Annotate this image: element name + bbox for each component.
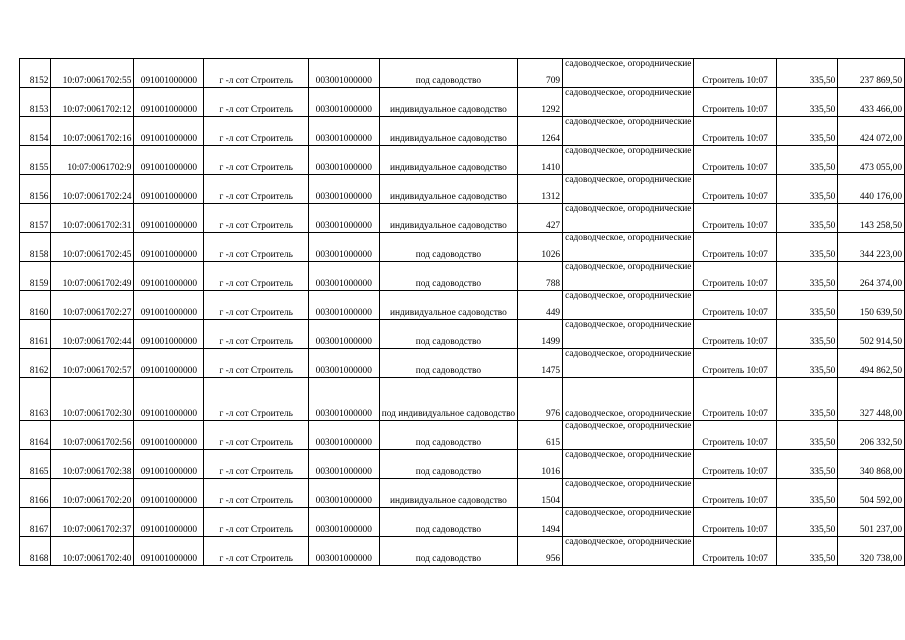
permitted-use-cell: индивидуальное садоводство [379,117,517,146]
area-cell: 1475 [518,349,563,378]
oktmo-code-cell: 003001000000 [308,421,379,450]
cadastral-value-cell: 150 639,50 [838,291,905,320]
location-cell: г -л сот Строитель [204,421,308,450]
location-cell: г -л сот Строитель [204,204,308,233]
row-number-cell: 8159 [20,262,51,291]
permitted-use-cell: под садоводство [379,421,517,450]
rate-cell: 335,50 [776,233,838,262]
category-cell: садоводческое, огороднические [563,233,694,262]
category-cell: садоводческое, огороднические [563,175,694,204]
cadastral-number-cell: 10:07:0061702:31 [51,204,134,233]
okato-code-cell: 091001000000 [134,59,204,88]
oktmo-code-cell: 003001000000 [308,349,379,378]
okato-code-cell: 091001000000 [134,479,204,508]
oktmo-code-cell: 003001000000 [308,508,379,537]
area-cell: 956 [518,537,563,566]
row-number-cell: 8168 [20,537,51,566]
okato-code-cell: 091001000000 [134,233,204,262]
rate-cell: 335,50 [776,479,838,508]
oktmo-code-cell: 003001000000 [308,146,379,175]
settlement-cell: Строитель 10:07 [694,349,776,378]
settlement-cell: Строитель 10:07 [694,175,776,204]
permitted-use-cell: индивидуальное садоводство [379,291,517,320]
rate-cell: 335,50 [776,88,838,117]
table-body [20,59,905,566]
rate-cell: 335,50 [776,146,838,175]
rate-cell: 335,50 [776,204,838,233]
row-number-cell: 8165 [20,450,51,479]
rate-cell: 335,50 [776,117,838,146]
row-number-cell: 8158 [20,233,51,262]
location-cell: г -л сот Строитель [204,320,308,349]
location-cell: г -л сот Строитель [204,146,308,175]
oktmo-code-cell: 003001000000 [308,175,379,204]
oktmo-code-cell: 003001000000 [308,88,379,117]
cadastral-number-cell: 10:07:0061702:44 [51,320,134,349]
okato-code-cell: 091001000000 [134,204,204,233]
location-cell: г -л сот Строитель [204,508,308,537]
cadastral-value-cell: 473 055,00 [838,146,905,175]
rate-cell: 335,50 [776,320,838,349]
settlement-cell: Строитель 10:07 [694,479,776,508]
settlement-cell: Строитель 10:07 [694,291,776,320]
category-cell: садоводческое, огороднические [563,88,694,117]
cadastral-value-cell: 320 738,00 [838,537,905,566]
table-row [20,479,905,508]
row-number-cell: 8167 [20,508,51,537]
category-cell: садоводческое, огороднические [563,117,694,146]
table-row [20,59,905,88]
location-cell: г -л сот Строитель [204,262,308,291]
category-cell: садоводческое, огороднические [563,479,694,508]
area-cell: 976 [518,378,563,421]
rate-cell: 335,50 [776,291,838,320]
cadastral-value-cell: 502 914,50 [838,320,905,349]
okato-code-cell: 091001000000 [134,88,204,117]
location-cell: г -л сот Строитель [204,88,308,117]
table-row [20,508,905,537]
okato-code-cell: 091001000000 [134,262,204,291]
category-cell: садоводческое, огороднические [563,146,694,175]
table-row [20,146,905,175]
settlement-cell: Строитель 10:07 [694,59,776,88]
cadastral-number-cell: 10:07:0061702:37 [51,508,134,537]
cadastral-value-cell: 143 258,50 [838,204,905,233]
row-number-cell: 8160 [20,291,51,320]
document-page [19,58,905,566]
area-cell: 1292 [518,88,563,117]
okato-code-cell: 091001000000 [134,537,204,566]
permitted-use-cell: под садоводство [379,262,517,291]
permitted-use-cell: под садоводство [379,537,517,566]
area-cell: 788 [518,262,563,291]
settlement-cell: Строитель 10:07 [694,378,776,421]
okato-code-cell: 091001000000 [134,117,204,146]
settlement-cell: Строитель 10:07 [694,146,776,175]
cadastral-value-cell: 237 869,50 [838,59,905,88]
oktmo-code-cell: 003001000000 [308,378,379,421]
settlement-cell: Строитель 10:07 [694,117,776,146]
category-cell: садоводческое, огороднические [563,262,694,291]
rate-cell: 335,50 [776,421,838,450]
rate-cell: 335,50 [776,59,838,88]
rate-cell: 335,50 [776,262,838,291]
row-number-cell: 8157 [20,204,51,233]
location-cell: г -л сот Строитель [204,291,308,320]
oktmo-code-cell: 003001000000 [308,204,379,233]
permitted-use-cell: индивидуальное садоводство [379,204,517,233]
oktmo-code-cell: 003001000000 [308,262,379,291]
area-cell: 1312 [518,175,563,204]
permitted-use-cell: под садоводство [379,508,517,537]
cadastral-table [19,58,905,566]
category-cell: садоводческое, огороднические [563,421,694,450]
oktmo-code-cell: 003001000000 [308,233,379,262]
area-cell: 1016 [518,450,563,479]
table-row [20,117,905,146]
category-cell: садоводческое, огороднические [563,508,694,537]
permitted-use-cell: под садоводство [379,349,517,378]
oktmo-code-cell: 003001000000 [308,117,379,146]
oktmo-code-cell: 003001000000 [308,450,379,479]
permitted-use-cell: под садоводство [379,450,517,479]
table-row [20,233,905,262]
settlement-cell: Строитель 10:07 [694,88,776,117]
okato-code-cell: 091001000000 [134,291,204,320]
cadastral-number-cell: 10:07:0061702:55 [51,59,134,88]
row-number-cell: 8166 [20,479,51,508]
cadastral-number-cell: 10:07:0061702:20 [51,479,134,508]
rate-cell: 335,50 [776,349,838,378]
cadastral-value-cell: 440 176,00 [838,175,905,204]
location-cell: г -л сот Строитель [204,175,308,204]
okato-code-cell: 091001000000 [134,320,204,349]
rate-cell: 335,50 [776,537,838,566]
permitted-use-cell: индивидуальное садоводство [379,146,517,175]
okato-code-cell: 091001000000 [134,349,204,378]
permitted-use-cell: индивидуальное садоводство [379,175,517,204]
row-number-cell: 8156 [20,175,51,204]
row-number-cell: 8162 [20,349,51,378]
permitted-use-cell: под садоводство [379,320,517,349]
location-cell: г -л сот Строитель [204,537,308,566]
area-cell: 1499 [518,320,563,349]
table-row [20,262,905,291]
settlement-cell: Строитель 10:07 [694,233,776,262]
table-row [20,421,905,450]
permitted-use-cell: под садоводство [379,59,517,88]
location-cell: г -л сот Строитель [204,378,308,421]
table-row [20,450,905,479]
area-cell: 1264 [518,117,563,146]
table-row [20,537,905,566]
row-number-cell: 8163 [20,378,51,421]
table-row [20,204,905,233]
area-cell: 1504 [518,479,563,508]
cadastral-number-cell: 10:07:0061702:24 [51,175,134,204]
cadastral-number-cell: 10:07:0061702:9 [51,146,134,175]
category-cell: садоводческое, огороднические [563,378,694,421]
table-row [20,378,905,421]
permitted-use-cell: индивидуальное садоводство [379,479,517,508]
cadastral-number-cell: 10:07:0061702:30 [51,378,134,421]
cadastral-value-cell: 501 237,00 [838,508,905,537]
category-cell: садоводческое, огороднические [563,204,694,233]
cadastral-number-cell: 10:07:0061702:12 [51,88,134,117]
location-cell: г -л сот Строитель [204,450,308,479]
settlement-cell: Строитель 10:07 [694,262,776,291]
cadastral-value-cell: 327 448,00 [838,378,905,421]
oktmo-code-cell: 003001000000 [308,59,379,88]
table-row [20,175,905,204]
category-cell: садоводческое, огороднические [563,291,694,320]
cadastral-value-cell: 340 868,00 [838,450,905,479]
cadastral-number-cell: 10:07:0061702:38 [51,450,134,479]
area-cell: 449 [518,291,563,320]
oktmo-code-cell: 003001000000 [308,537,379,566]
oktmo-code-cell: 003001000000 [308,479,379,508]
okato-code-cell: 091001000000 [134,450,204,479]
cadastral-number-cell: 10:07:0061702:45 [51,233,134,262]
okato-code-cell: 091001000000 [134,421,204,450]
category-cell: садоводческое, огороднические [563,320,694,349]
category-cell: садоводческое, огороднические [563,450,694,479]
area-cell: 615 [518,421,563,450]
row-number-cell: 8161 [20,320,51,349]
row-number-cell: 8155 [20,146,51,175]
area-cell: 709 [518,59,563,88]
table-row [20,320,905,349]
table-row [20,349,905,378]
okato-code-cell: 091001000000 [134,175,204,204]
area-cell: 1494 [518,508,563,537]
area-cell: 1410 [518,146,563,175]
location-cell: г -л сот Строитель [204,233,308,262]
location-cell: г -л сот Строитель [204,349,308,378]
row-number-cell: 8153 [20,88,51,117]
oktmo-code-cell: 003001000000 [308,291,379,320]
cadastral-number-cell: 10:07:0061702:27 [51,291,134,320]
permitted-use-cell: индивидуальное садоводство [379,88,517,117]
cadastral-number-cell: 10:07:0061702:56 [51,421,134,450]
cadastral-number-cell: 10:07:0061702:16 [51,117,134,146]
cadastral-value-cell: 424 072,00 [838,117,905,146]
permitted-use-cell: под садоводство [379,233,517,262]
table-row [20,88,905,117]
row-number-cell: 8154 [20,117,51,146]
rate-cell: 335,50 [776,175,838,204]
cadastral-value-cell: 206 332,50 [838,421,905,450]
category-cell: садоводческое, огороднические [563,349,694,378]
row-number-cell: 8164 [20,421,51,450]
settlement-cell: Строитель 10:07 [694,320,776,349]
settlement-cell: Строитель 10:07 [694,421,776,450]
location-cell: г -л сот Строитель [204,59,308,88]
row-number-cell: 8152 [20,59,51,88]
rate-cell: 335,50 [776,378,838,421]
cadastral-number-cell: 10:07:0061702:49 [51,262,134,291]
cadastral-value-cell: 504 592,00 [838,479,905,508]
area-cell: 427 [518,204,563,233]
settlement-cell: Строитель 10:07 [694,508,776,537]
cadastral-value-cell: 344 223,00 [838,233,905,262]
rate-cell: 335,50 [776,450,838,479]
cadastral-value-cell: 264 374,00 [838,262,905,291]
cadastral-number-cell: 10:07:0061702:40 [51,537,134,566]
okato-code-cell: 091001000000 [134,378,204,421]
oktmo-code-cell: 003001000000 [308,320,379,349]
category-cell: садоводческое, огороднические [563,537,694,566]
location-cell: г -л сот Строитель [204,479,308,508]
okato-code-cell: 091001000000 [134,508,204,537]
cadastral-value-cell: 494 862,50 [838,349,905,378]
category-cell: садоводческое, огороднические [563,59,694,88]
cadastral-value-cell: 433 466,00 [838,88,905,117]
permitted-use-cell: под индивидуальное садоводство [379,378,517,421]
settlement-cell: Строитель 10:07 [694,204,776,233]
location-cell: г -л сот Строитель [204,117,308,146]
cadastral-number-cell: 10:07:0061702:57 [51,349,134,378]
table-row [20,291,905,320]
okato-code-cell: 091001000000 [134,146,204,175]
area-cell: 1026 [518,233,563,262]
settlement-cell: Строитель 10:07 [694,537,776,566]
settlement-cell: Строитель 10:07 [694,450,776,479]
rate-cell: 335,50 [776,508,838,537]
